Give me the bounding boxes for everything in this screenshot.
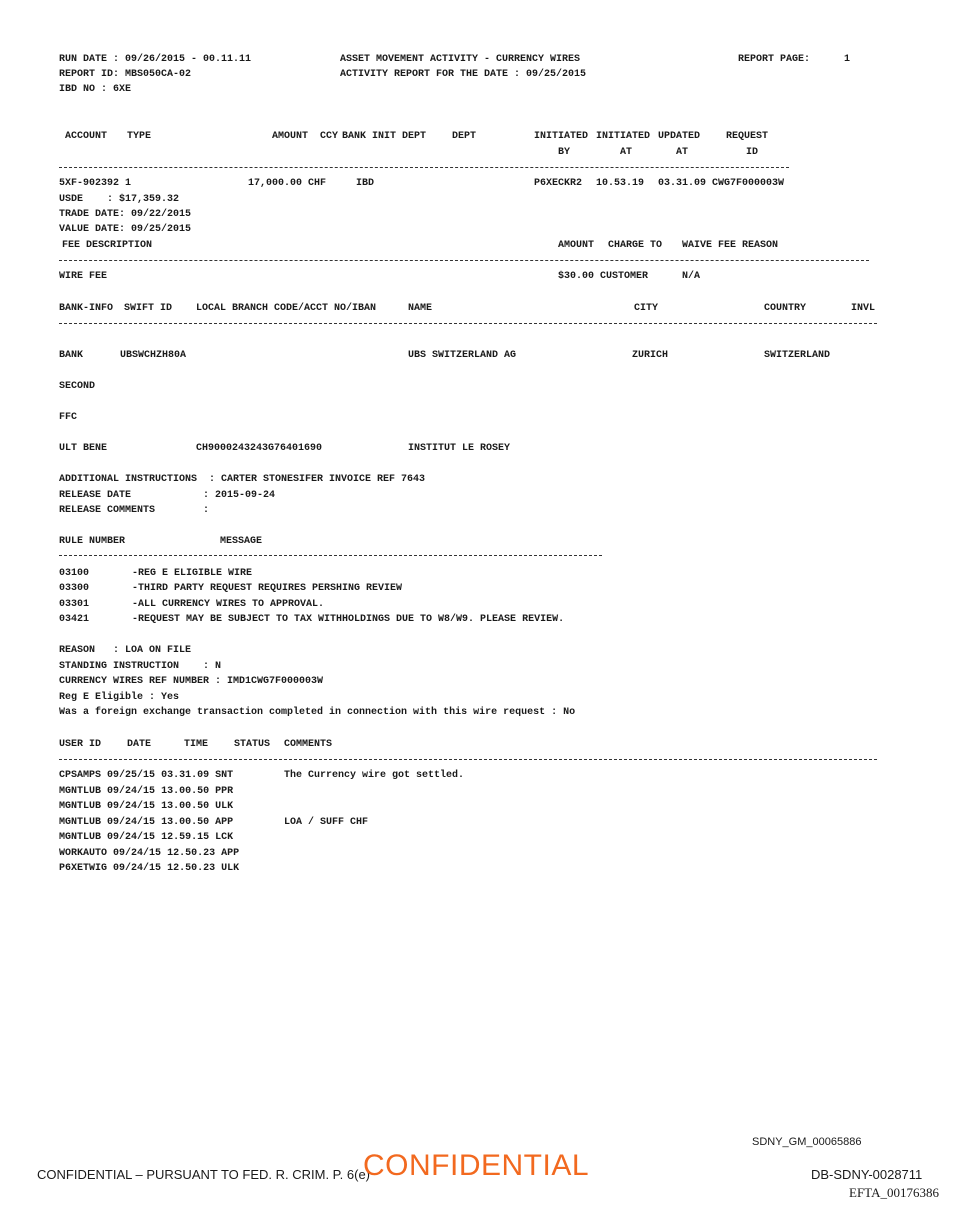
fx-question: Was a foreign exchange transaction completed in connection with this wire request : No <box>59 707 576 718</box>
rule-number: 03301 <box>59 599 90 610</box>
log-comment: LOA / SUFF CHF <box>284 817 369 828</box>
updated-at-value: 03.31.09 <box>658 178 707 189</box>
bates-number-sdny-gm: SDNY_GM_00065886 <box>752 1136 862 1148</box>
bank-col-city: CITY <box>634 303 659 314</box>
col-dept: DEPT <box>452 131 477 142</box>
log-comment: The Currency wire got settled. <box>284 770 465 781</box>
report-id: REPORT ID: MBS050CA-02 <box>59 69 192 80</box>
col-amount: AMOUNT <box>272 131 309 142</box>
release-comments: RELEASE COMMENTS : <box>59 505 210 516</box>
col-id: ID <box>746 147 759 158</box>
request-id-value: CWG7F000003W <box>712 178 785 189</box>
bank-row-country: SWITZERLAND <box>764 350 831 361</box>
initiated-at-value: 10.53.19 <box>596 178 645 189</box>
fee-col-amount: AMOUNT <box>558 240 595 251</box>
bank-col-name: NAME <box>408 303 433 314</box>
bank-row-swift: UBSWCHZH80A <box>120 350 187 361</box>
log-row: MGNTLUB 09/24/15 13.00.50 ULK <box>59 801 234 812</box>
trade-date: TRADE DATE: 09/22/2015 <box>59 209 192 220</box>
fee-waive: N/A <box>682 271 701 282</box>
log-col-date: DATE <box>127 739 152 750</box>
fee-col-charge: CHARGE TO <box>608 240 663 251</box>
rule-number: 03100 <box>59 568 90 579</box>
col-ccy: CCY <box>320 131 339 142</box>
divider <box>59 323 877 324</box>
log-col-status: STATUS <box>234 739 271 750</box>
report-title: ASSET MOVEMENT ACTIVITY - CURRENCY WIRES <box>340 54 581 65</box>
bank-col-local: LOCAL BRANCH CODE/ACCT NO/IBAN <box>196 303 377 314</box>
divider <box>59 555 602 556</box>
reason: REASON : LOA ON FILE <box>59 645 192 656</box>
bank-col-country: COUNTRY <box>764 303 807 314</box>
rules-col-number: RULE NUMBER <box>59 536 126 547</box>
standing-instruction: STANDING INSTRUCTION : N <box>59 661 222 672</box>
log-col-comments: COMMENTS <box>284 739 333 750</box>
log-row: MGNTLUB 09/24/15 12.59.15 LCK <box>59 832 234 843</box>
bank-row-name: UBS SWITZERLAND AG <box>408 350 517 361</box>
col-initiated: INITIATED <box>534 131 589 142</box>
col-by: BY <box>558 147 571 158</box>
col-bank: BANK <box>342 131 367 142</box>
confidential-stamp: CONFIDENTIAL <box>363 1149 590 1182</box>
bank-col-swift: SWIFT ID <box>124 303 173 314</box>
fee-charge: CUSTOMER <box>600 271 649 282</box>
rule-number: 03421 <box>59 614 90 625</box>
col-updated: UPDATED <box>658 131 701 142</box>
bates-number-efta: EFTA_00176386 <box>849 1185 939 1200</box>
report-subtitle: ACTIVITY REPORT FOR THE DATE : 09/25/2015 <box>340 69 587 80</box>
fee-desc: WIRE FEE <box>59 271 108 282</box>
rule-message: -THIRD PARTY REQUEST REQUIRES PERSHING REVIEW <box>132 583 403 594</box>
bank-col-invl: INVL <box>851 303 876 314</box>
divider <box>59 260 869 261</box>
ult-bene-label: ULT BENE <box>59 443 108 454</box>
bank-row-label: BANK <box>59 350 84 361</box>
bank-row-city: ZURICH <box>632 350 669 361</box>
col-initiated-2: INITIATED <box>596 131 651 142</box>
rules-col-message: MESSAGE <box>220 536 263 547</box>
ult-bene-iban: CH9000243243G76401690 <box>196 443 323 454</box>
account-number: 5XF-902392 1 <box>59 178 132 189</box>
initiated-by-value: P6XECKR2 <box>534 178 583 189</box>
page-number: 1 <box>844 54 851 65</box>
log-row: CPSAMPS 09/25/15 03.31.09 SNT <box>59 770 234 781</box>
col-at-2: AT <box>676 147 689 158</box>
rule-message: -ALL CURRENCY WIRES TO APPROVAL. <box>132 599 325 610</box>
bank-value: IBD <box>356 178 375 189</box>
release-date: RELEASE DATE : 2015-09-24 <box>59 490 276 501</box>
rule-number: 03300 <box>59 583 90 594</box>
fee-col-waive: WAIVE FEE REASON <box>682 240 779 251</box>
value-date: VALUE DATE: 09/25/2015 <box>59 224 192 235</box>
log-row: WORKAUTO 09/24/15 12.50.23 APP <box>59 848 240 859</box>
col-init-dept: INIT DEPT <box>372 131 427 142</box>
rule-message: -REQUEST MAY BE SUBJECT TO TAX WITHHOLDINGS DUE TO W8/W9. PLEASE REVIEW. <box>132 614 565 625</box>
log-row: P6XETWIG 09/24/15 12.50.23 ULK <box>59 863 240 874</box>
amount-value: 17,000.00 CHF <box>248 178 327 189</box>
usde-value: USDE : $17,359.32 <box>59 194 180 205</box>
ult-bene-name: INSTITUT LE ROSEY <box>408 443 511 454</box>
ibd-no: IBD NO : 6XE <box>59 84 132 95</box>
additional-instructions: ADDITIONAL INSTRUCTIONS : CARTER STONESIFER INVOICE REF 7643 <box>59 474 426 485</box>
currency-wires-ref: CURRENCY WIRES REF NUMBER : IMD1CWG7F000003W <box>59 676 324 687</box>
reg-e-eligible: Reg E Eligible : Yes <box>59 692 180 703</box>
rule-message: -REG E ELIGIBLE WIRE <box>132 568 253 579</box>
log-row: MGNTLUB 09/24/15 13.00.50 PPR <box>59 786 234 797</box>
fee-col-desc: FEE DESCRIPTION <box>62 240 153 251</box>
run-date: RUN DATE : 09/26/2015 - 00.11.11 <box>59 54 252 65</box>
fee-amount: $30.00 <box>558 271 595 282</box>
log-col-time: TIME <box>184 739 209 750</box>
log-row: MGNTLUB 09/24/15 13.00.50 APP <box>59 817 234 828</box>
col-at: AT <box>620 147 633 158</box>
ffc-label: FFC <box>59 412 78 423</box>
bank-col-info: BANK-INFO <box>59 303 114 314</box>
confidential-notice: CONFIDENTIAL – PURSUANT TO FED. R. CRIM. P. 6(e) <box>37 1167 371 1182</box>
divider <box>59 759 877 760</box>
second-label: SECOND <box>59 381 96 392</box>
col-account: ACCOUNT <box>65 131 108 142</box>
bates-number-db-sdny: DB-SDNY-0028711 <box>811 1167 923 1182</box>
col-request: REQUEST <box>726 131 769 142</box>
log-col-user: USER ID <box>59 739 102 750</box>
divider <box>59 167 789 168</box>
page-label: REPORT PAGE: <box>738 54 811 65</box>
col-type: TYPE <box>127 131 152 142</box>
